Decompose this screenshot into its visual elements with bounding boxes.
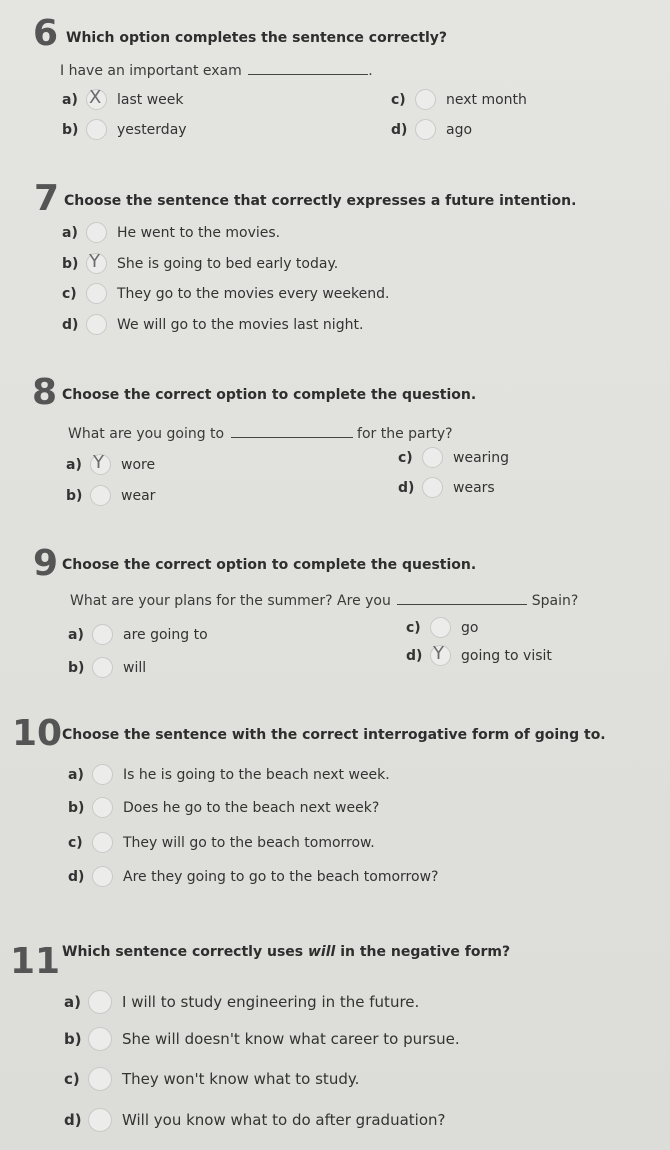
answer-blank — [397, 592, 527, 605]
question-text: Choose the correct option to complete the question. — [62, 387, 477, 403]
answer-circle[interactable] — [86, 314, 107, 335]
answer-circle[interactable] — [430, 645, 451, 666]
option-letter: c) — [406, 619, 421, 636]
option-label: Does he go to the beach next week? — [123, 799, 380, 816]
stem-text: What are your plans for the summer? Are you — [70, 593, 391, 609]
answer-circle[interactable] — [92, 624, 113, 645]
option-letter: d) — [68, 868, 85, 885]
option-b[interactable] — [68, 797, 379, 818]
question-number: 7 — [34, 178, 60, 219]
option-label: I will to study engineering in the future. — [122, 993, 420, 1011]
option-d[interactable] — [68, 866, 438, 887]
option-b[interactable] — [68, 657, 146, 678]
option-c[interactable] — [391, 89, 527, 110]
answer-circle[interactable] — [90, 485, 111, 506]
stem-text: What are you going to — [68, 426, 225, 442]
option-d[interactable] — [391, 119, 472, 140]
option-letter: a) — [64, 993, 81, 1011]
option-b[interactable] — [62, 253, 338, 274]
answer-circle[interactable] — [88, 1108, 112, 1132]
answer-circle[interactable] — [430, 617, 451, 638]
handwritten-mark: Y — [433, 643, 444, 664]
option-d[interactable] — [406, 645, 552, 666]
option-letter: b) — [68, 659, 85, 676]
option-label: ago — [446, 121, 473, 138]
option-label: wearing — [453, 449, 510, 466]
option-label: last week — [117, 91, 184, 108]
question-number: 6 — [33, 13, 59, 54]
answer-circle[interactable] — [92, 832, 113, 853]
answer-circle[interactable] — [86, 89, 107, 110]
answer-circle[interactable] — [88, 1027, 112, 1051]
option-letter: b) — [66, 487, 83, 504]
question-number: 11 — [10, 941, 61, 982]
option-c[interactable] — [406, 617, 478, 638]
question-stem — [70, 592, 578, 609]
option-label: He went to the movies. — [117, 224, 281, 241]
option-letter: c) — [398, 449, 413, 466]
option-c[interactable] — [64, 1067, 359, 1091]
option-a[interactable] — [64, 990, 419, 1014]
option-label: They won't know what to study. — [122, 1070, 360, 1088]
answer-circle[interactable] — [86, 283, 107, 304]
answer-circle[interactable] — [92, 797, 113, 818]
option-b[interactable] — [64, 1027, 460, 1051]
option-b[interactable] — [62, 119, 187, 140]
stem-end: Spain? — [531, 593, 579, 609]
handwritten-mark: Y — [93, 452, 104, 473]
question-text: Choose the sentence that correctly expresses a future intention. — [64, 193, 577, 209]
option-d[interactable] — [62, 314, 363, 335]
option-label: wear — [121, 487, 156, 504]
question-stem — [68, 425, 453, 442]
option-a[interactable] — [66, 454, 155, 475]
question-text-part: in the negative form? — [335, 944, 511, 960]
question-text — [62, 944, 510, 960]
option-c[interactable] — [62, 283, 389, 304]
option-label: Is he is going to the beach next week. — [123, 766, 390, 783]
option-label: They will go to the beach tomorrow. — [123, 834, 375, 851]
option-a[interactable] — [68, 624, 208, 645]
option-letter: b) — [64, 1030, 82, 1048]
answer-circle[interactable] — [92, 866, 113, 887]
answer-circle[interactable] — [88, 990, 112, 1014]
option-label: They go to the movies every weekend. — [117, 285, 390, 302]
question-text: Choose the correct option to complete the question. — [62, 557, 477, 573]
stem-end: . — [368, 63, 373, 79]
option-letter: b) — [62, 255, 79, 272]
option-letter: a) — [62, 224, 78, 241]
option-c[interactable] — [68, 832, 375, 853]
handwritten-mark: Y — [89, 251, 100, 272]
answer-circle[interactable] — [86, 253, 107, 274]
option-letter: d) — [62, 316, 79, 333]
answer-blank — [231, 425, 353, 438]
answer-circle[interactable] — [88, 1067, 112, 1091]
answer-circle[interactable] — [86, 222, 107, 243]
answer-circle[interactable] — [90, 454, 111, 475]
option-label: wore — [121, 456, 156, 473]
question-text-emphasis: will — [307, 944, 336, 960]
option-label: She will doesn't know what career to pursue. — [122, 1030, 460, 1048]
option-label: She is going to bed early today. — [117, 255, 339, 272]
option-letter: b) — [68, 799, 85, 816]
answer-circle[interactable] — [92, 657, 113, 678]
answer-circle[interactable] — [92, 764, 113, 785]
stem-text: I have an important exam — [60, 63, 242, 79]
option-label: Are they going to go to the beach tomorrow? — [123, 868, 439, 885]
option-a[interactable] — [62, 222, 280, 243]
question-text: Which option completes the sentence correctly? — [66, 30, 448, 46]
option-d[interactable] — [64, 1108, 445, 1132]
question-number: 10 — [12, 713, 63, 754]
option-label: yesterday — [117, 121, 187, 138]
option-label: We will go to the movies last night. — [117, 316, 364, 333]
option-letter: d) — [406, 647, 423, 664]
option-letter: c) — [68, 834, 83, 851]
option-letter: c) — [391, 91, 406, 108]
option-b[interactable] — [66, 485, 155, 506]
question-stem — [60, 62, 373, 79]
option-letter: c) — [62, 285, 77, 302]
option-label: Will you know what to do after graduation? — [122, 1111, 446, 1129]
answer-circle[interactable] — [422, 447, 443, 468]
option-letter: d) — [398, 479, 415, 496]
question-text: Choose the sentence with the correct interrogative form of going to. — [62, 727, 606, 743]
stem-end: for the party? — [357, 426, 453, 442]
question-text-part: Which sentence correctly uses — [62, 944, 308, 960]
option-label: are going to — [123, 626, 208, 643]
option-a[interactable] — [62, 89, 184, 110]
answer-circle[interactable] — [422, 477, 443, 498]
option-a[interactable] — [68, 764, 390, 785]
question-number: 9 — [33, 543, 59, 584]
option-label: will — [123, 659, 147, 676]
option-label: next month — [446, 91, 527, 108]
option-letter: a) — [62, 91, 78, 108]
option-label: wears — [453, 479, 495, 496]
option-letter: d) — [64, 1111, 82, 1129]
answer-circle[interactable] — [86, 119, 107, 140]
option-letter: c) — [64, 1070, 80, 1088]
option-label: going to visit — [461, 647, 552, 664]
question-number: 8 — [32, 372, 58, 413]
option-letter: a) — [68, 766, 84, 783]
option-letter: b) — [62, 121, 79, 138]
option-label: go — [461, 619, 479, 636]
answer-circle[interactable] — [415, 89, 436, 110]
option-letter: a) — [66, 456, 82, 473]
option-c[interactable] — [398, 447, 509, 468]
option-d[interactable] — [398, 477, 495, 498]
answer-circle[interactable] — [415, 119, 436, 140]
option-letter: a) — [68, 626, 84, 643]
handwritten-mark: X — [89, 87, 102, 108]
answer-blank — [248, 62, 368, 75]
option-letter: d) — [391, 121, 408, 138]
